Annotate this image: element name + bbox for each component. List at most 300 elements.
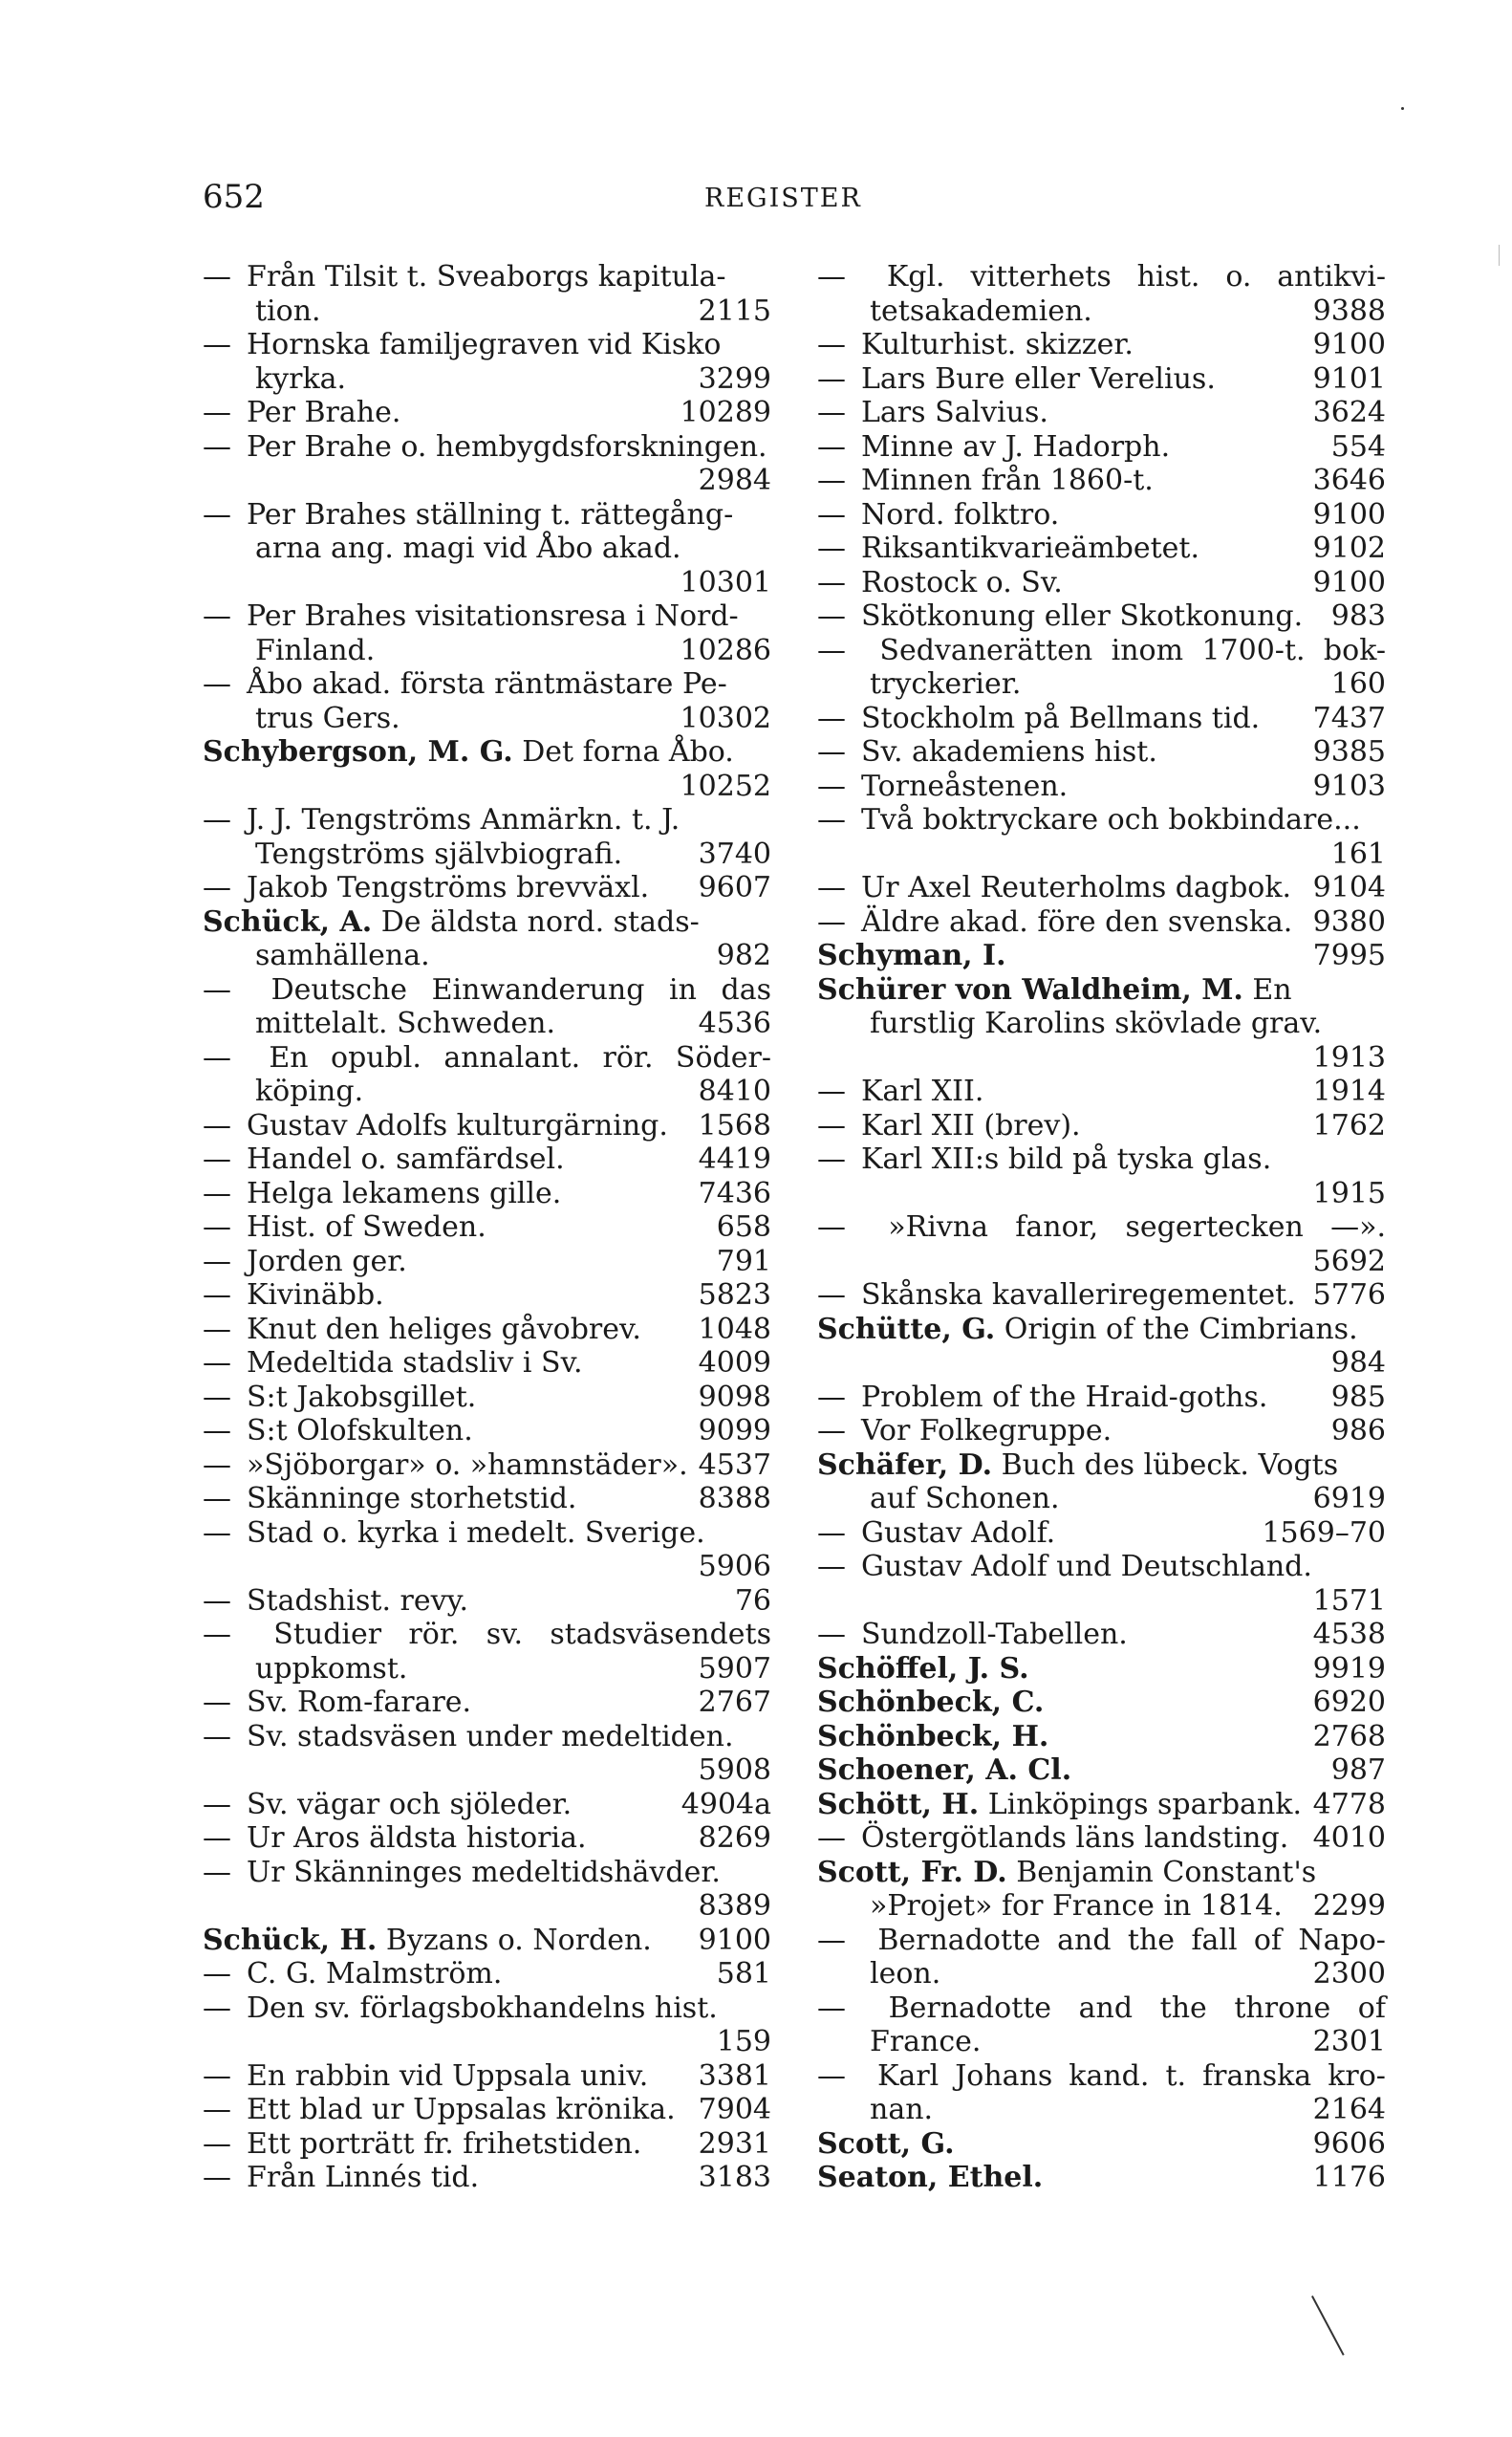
entry-line: — Två boktryckare och bokbindare... <box>817 803 1361 837</box>
entry-text: — Minnen från 1860-t. <box>817 464 1154 497</box>
word: Bernadotte <box>877 1923 1041 1957</box>
ref-number: 985 <box>1330 1380 1386 1414</box>
index-entry <box>203 1142 771 1177</box>
index-entry <box>203 1278 771 1313</box>
em-dash: — <box>817 633 846 667</box>
entry-line <box>203 1177 771 1211</box>
em-dash: — <box>817 904 846 939</box>
word: vitterhets <box>970 260 1112 294</box>
index-entry <box>817 260 1386 328</box>
entry-line <box>203 1278 771 1313</box>
em-dash: — <box>817 429 846 464</box>
entry-text: mittelalt. Schweden. <box>255 1007 556 1040</box>
entry-line <box>203 634 771 668</box>
ref-number: 9101 <box>1312 361 1386 396</box>
entry-line <box>203 1957 771 1991</box>
em-dash: — <box>203 497 231 532</box>
index-entry <box>817 464 1386 498</box>
entry-text: — Stadshist. revy. <box>203 1583 469 1618</box>
em-dash: — <box>817 1108 846 1142</box>
entry-line <box>203 2059 771 2094</box>
em-dash: — <box>203 1719 231 1753</box>
entry-line <box>817 1924 1386 1958</box>
index-entry <box>817 532 1386 566</box>
ref-number: 9104 <box>1312 871 1386 904</box>
em-dash: — <box>203 1040 231 1075</box>
index-entry <box>203 1821 771 1856</box>
entry-text: — Gustav Adolfs kulturgärning. <box>203 1108 668 1142</box>
em-dash: — <box>817 1821 846 1855</box>
ref-number: 4009 <box>698 1346 771 1380</box>
ref-number: 3624 <box>1312 396 1386 429</box>
index-entry <box>817 1788 1386 1822</box>
entry-line <box>203 871 771 905</box>
index-entry <box>817 1856 1386 1924</box>
ref-number: 9385 <box>1312 735 1386 769</box>
index-entry <box>203 1177 771 1211</box>
ref-number: 1569–70 <box>1262 1515 1386 1550</box>
em-dash: — <box>817 701 846 735</box>
entry-text: — Hist. of Sweden. <box>203 1210 486 1244</box>
index-entry <box>817 362 1386 397</box>
author-name: Schürer von Waldheim, M. <box>817 972 1243 1007</box>
index-entry <box>817 1686 1386 1720</box>
entry-text: — Från Linnés tid. <box>203 2161 480 2194</box>
ref-number: 161 <box>1330 837 1386 871</box>
em-dash: — <box>203 1686 231 1719</box>
ref-number: 791 <box>716 1244 771 1278</box>
entry-text: köping. <box>255 1075 364 1108</box>
entry-text: — Knut den heliges gåvobrev. <box>203 1312 641 1346</box>
index-entry <box>817 1924 1386 1991</box>
word: antikvi- <box>1277 260 1386 294</box>
index-entry <box>203 260 771 328</box>
entry-line <box>203 2127 771 2162</box>
index-entry <box>817 599 1386 634</box>
entry-text: Schück, H. Byzans o. Norden. <box>203 1923 652 1957</box>
em-dash: — <box>817 599 846 633</box>
entry-text: — Jorden ger. <box>203 1244 407 1278</box>
entry-line: — Per Brahes visitationsresa i Nord- <box>203 599 739 633</box>
entry-text: tryckerier. <box>870 667 1022 701</box>
entry-line <box>203 1381 771 1415</box>
entry-text: nan. <box>870 2093 934 2126</box>
entry-line: — Per Brahes ställning t. rättegång- <box>203 497 734 532</box>
ref-number: 7437 <box>1312 701 1386 735</box>
entry-text <box>817 2161 1043 2195</box>
author-name: Schück, H. <box>203 1923 378 1957</box>
word: and <box>1057 1923 1112 1957</box>
ref-number: 1568 <box>698 1108 771 1142</box>
entry-text: tion. <box>255 294 321 328</box>
index-entry <box>203 1109 771 1143</box>
word: Deutsche <box>270 972 408 1007</box>
word: segertecken <box>1125 1210 1304 1244</box>
em-dash: — <box>817 769 846 803</box>
index-entry <box>203 1414 771 1448</box>
entry-text: auf Schonen. <box>870 1482 1060 1515</box>
entry-line <box>817 396 1386 430</box>
index-entry <box>203 1720 771 1788</box>
ref-number: 1048 <box>698 1312 771 1346</box>
em-dash: — <box>203 1414 231 1447</box>
entry-text: Tengströms självbiografi. <box>255 837 623 871</box>
entry-line <box>203 1210 771 1245</box>
em-dash: — <box>817 1923 846 1957</box>
ref-number: 9607 <box>698 871 771 904</box>
ref-number: 9100 <box>698 1923 771 1957</box>
entry-first-line <box>817 1720 1386 1754</box>
index-entry <box>817 328 1386 362</box>
index-entry <box>817 2161 1386 2195</box>
entry-line <box>203 1686 771 1720</box>
word: Studier <box>273 1618 382 1651</box>
word: annalant. <box>443 1040 581 1075</box>
entry-line <box>203 1142 771 1177</box>
index-entry <box>817 1142 1386 1210</box>
index-entry <box>817 2127 1386 2162</box>
entry-line <box>817 498 1386 533</box>
index-entry <box>817 498 1386 533</box>
entry-text: — Skånska kavalleriregementet. <box>817 1278 1296 1312</box>
entry-text: — Helga lekamens gille. <box>203 1176 562 1210</box>
em-dash: — <box>203 1108 231 1142</box>
em-dash: — <box>817 1210 846 1244</box>
entry-line <box>203 702 771 736</box>
entry-line <box>203 1821 771 1856</box>
entry-line <box>203 396 771 430</box>
ref-number: 3381 <box>698 2058 771 2093</box>
entry-text: — Torneåstenen. <box>817 769 1069 803</box>
em-dash: — <box>203 1210 231 1244</box>
entry-line <box>817 1991 1386 2026</box>
entry-line: — Åbo akad. första räntmästare Pe- <box>203 667 727 701</box>
entry-line: — Gustav Adolf und Deutschland. <box>817 1550 1312 1583</box>
entry-line <box>817 599 1386 634</box>
ref-number: 2301 <box>1312 2025 1386 2058</box>
entry-line: — Från Tilsit t. Sveaborgs kapitula- <box>203 260 726 294</box>
em-dash: — <box>817 2058 846 2093</box>
entry-first-line <box>817 1686 1386 1720</box>
entry-text <box>817 2127 955 2162</box>
ref-number: 7904 <box>698 2093 771 2126</box>
em-dash: — <box>817 1380 846 1414</box>
entry-line <box>203 1313 771 1347</box>
word: throne <box>1234 1991 1331 2025</box>
em-dash: — <box>203 328 231 361</box>
entry-text: — Medeltida stadsliv i Sv. <box>203 1346 583 1380</box>
index-entry <box>817 1652 1386 1686</box>
entry-line <box>817 294 1386 329</box>
entry-line <box>817 1957 1386 1991</box>
entry-text: samhällena. <box>255 939 430 972</box>
entry-line <box>817 1278 1386 1313</box>
word: 1700-t. <box>1201 633 1306 667</box>
author-name: Schönbeck, C. <box>817 1686 1045 1719</box>
ref-number: 160 <box>1330 667 1386 701</box>
entry-line <box>203 1346 771 1381</box>
em-dash: — <box>203 1855 231 1889</box>
entry-text: — Skötkonung eller Skotkonung. <box>817 599 1304 633</box>
entry-text: — Ur Aros äldsta historia. <box>203 1821 587 1855</box>
author-name: Schött, H. <box>817 1787 980 1821</box>
index-entry <box>203 1957 771 1991</box>
ref-number: 2300 <box>1312 1957 1386 1991</box>
entry-line <box>817 1210 1386 1245</box>
entry-first-line <box>817 2127 1386 2162</box>
index-entry <box>203 1991 771 2059</box>
ref-number: 4778 <box>1312 1787 1386 1821</box>
author-name: Schyman, I. <box>817 939 1006 972</box>
author-name: Scott, G. <box>817 2126 955 2161</box>
entry-line <box>203 1075 771 1109</box>
index-entry <box>203 1245 771 1279</box>
word: of <box>1357 1991 1386 2025</box>
ref-number: 4010 <box>1312 1821 1386 1855</box>
ref-number: 7995 <box>1312 939 1386 972</box>
ref-number: 9388 <box>1312 294 1386 328</box>
author-name: Schöffel, J. S. <box>817 1651 1029 1686</box>
index-entry <box>817 1753 1386 1788</box>
index-entry <box>203 1686 771 1720</box>
ref-number: 1913 <box>1312 1040 1386 1075</box>
word: Einwanderung <box>431 972 645 1007</box>
word: En <box>269 1040 309 1075</box>
entry-line <box>817 702 1386 736</box>
ref-number: 2768 <box>1312 1719 1386 1753</box>
word: —». <box>1330 1210 1386 1244</box>
entry-line: — Per Brahe o. hembygdsforskningen. <box>203 429 767 464</box>
ref-number: 581 <box>716 1957 771 1991</box>
entry-text: — Vor Folkegruppe. <box>817 1414 1112 1447</box>
author-name: Scott, Fr. D. <box>817 1855 1007 1889</box>
index-entry <box>817 566 1386 600</box>
entry-text: — Ur Axel Reuterholms dagbok. <box>817 871 1292 904</box>
entry-text: — Kivinäbb. <box>203 1278 384 1312</box>
ref-number: 3740 <box>698 837 771 871</box>
entry-line: arna ang. magi vid Åbo akad. <box>255 532 681 565</box>
entry-line <box>817 1414 1386 1448</box>
index-entry <box>203 1210 771 1245</box>
entry-text <box>817 939 1006 973</box>
index-entry <box>203 1346 771 1381</box>
em-dash: — <box>203 871 231 904</box>
index-entry <box>817 1414 1386 1448</box>
entry-line <box>203 1584 771 1619</box>
entry-line: — Stad o. kyrka i medelt. Sverige. <box>203 1515 705 1550</box>
entry-text: — Kulturhist. skizzer. <box>817 328 1134 361</box>
entry-line <box>817 1075 1386 1109</box>
em-dash: — <box>203 1447 231 1482</box>
entry-line <box>817 362 1386 397</box>
em-dash: — <box>203 1482 231 1515</box>
ref-number: 10252 <box>680 769 771 803</box>
ref-number: 9100 <box>1312 328 1386 361</box>
em-dash: — <box>817 1142 846 1176</box>
page-header <box>203 178 1378 220</box>
em-dash: — <box>817 1515 846 1550</box>
author-name: Schück, A. <box>203 904 373 939</box>
ref-number: 9100 <box>1312 497 1386 532</box>
entry-text: — Per Brahe. <box>203 396 401 429</box>
ref-number: 1176 <box>1312 2161 1386 2194</box>
entry-first-line: Schybergson, M. G. Det forna Åbo. <box>203 735 734 769</box>
em-dash: — <box>817 464 846 497</box>
entry-line <box>203 2093 771 2127</box>
entry-line <box>203 362 771 397</box>
entry-text: »Projet» for France in 1814. <box>870 1889 1283 1923</box>
ref-number: 10289 <box>680 396 771 429</box>
index-entry <box>817 1313 1386 1381</box>
author-name: Schütte, G. <box>817 1312 996 1346</box>
entry-first-line: Schürer von Waldheim, M. En <box>817 972 1292 1007</box>
index-entry <box>817 1381 1386 1415</box>
ref-number: 3646 <box>1312 464 1386 497</box>
em-dash: — <box>817 1278 846 1312</box>
index-entry <box>817 1720 1386 1754</box>
entry-first-line <box>817 1788 1386 1822</box>
index-entry <box>203 1924 771 1958</box>
em-dash: — <box>203 2058 231 2093</box>
index-entry <box>817 634 1386 702</box>
ref-number: 3183 <box>698 2161 771 2194</box>
entry-line <box>817 464 1386 498</box>
index-entry <box>203 667 771 735</box>
index-entry <box>203 803 771 871</box>
index-column-left <box>203 260 771 2195</box>
word: stadsväsendets <box>550 1618 771 1651</box>
ref-number: 987 <box>1330 1753 1386 1787</box>
em-dash: — <box>817 328 846 361</box>
word: rör. <box>602 1040 654 1075</box>
entry-line: — Den sv. förlagsbokhandelns hist. <box>203 1991 718 2025</box>
index-entry <box>203 1618 771 1686</box>
em-dash: — <box>817 497 846 532</box>
entry-first-line <box>817 939 1386 973</box>
index-entry <box>203 1041 771 1109</box>
index-entry <box>817 939 1386 973</box>
word: »Rivna <box>888 1210 988 1244</box>
index-entry <box>203 1584 771 1619</box>
ref-number: 2984 <box>698 464 771 497</box>
ref-number: 8410 <box>698 1075 771 1108</box>
entry-text: leon. <box>870 1957 941 1991</box>
entry-line <box>203 1414 771 1448</box>
index-column-right <box>817 260 1386 2195</box>
em-dash: — <box>817 1550 846 1583</box>
index-entry <box>817 770 1386 804</box>
word: Sedvanerätten <box>879 633 1093 667</box>
em-dash: — <box>203 667 231 701</box>
ref-number: 4536 <box>698 1007 771 1040</box>
entry-line <box>817 634 1386 668</box>
entry-first-line: Schütte, G. Origin of the Cimbrians. <box>817 1312 1358 1346</box>
word: of <box>1253 1923 1283 1957</box>
index-entry <box>817 735 1386 770</box>
index-entry <box>203 328 771 396</box>
word: Söder- <box>675 1040 771 1075</box>
entry-text: — Gustav Adolf. <box>817 1515 1056 1550</box>
page-number: 652 <box>203 178 265 216</box>
index-entry <box>817 1075 1386 1109</box>
entry-text: — »Sjöborgar» o. »hamnstäder». <box>203 1447 688 1482</box>
entry-text <box>817 1753 1071 1788</box>
entry-line <box>817 532 1386 566</box>
em-dash: — <box>817 396 846 429</box>
word: in <box>669 972 697 1007</box>
entry-line <box>817 1516 1386 1551</box>
print-speck <box>1401 107 1404 110</box>
index-entry <box>817 2059 1386 2127</box>
entry-text: — Riksantikvarieämbetet. <box>817 532 1200 565</box>
em-dash: — <box>817 260 846 294</box>
ref-number: 4904a <box>680 1787 771 1821</box>
ref-number: 6920 <box>1312 1686 1386 1719</box>
author-name: Schäfer, D. <box>817 1447 993 1482</box>
index-entry <box>203 1448 771 1483</box>
word: the <box>1159 1991 1207 2025</box>
index-entry <box>203 1788 771 1822</box>
index-entry <box>817 803 1386 871</box>
entry-first-line <box>203 1924 771 1958</box>
ref-number: 10286 <box>680 633 771 667</box>
index-entry <box>817 430 1386 465</box>
em-dash: — <box>817 565 846 599</box>
entry-text: — Lars Salvius. <box>817 396 1048 429</box>
ref-number: 4419 <box>698 1142 771 1176</box>
ref-number: 7436 <box>698 1176 771 1210</box>
entry-text: — Ett porträtt fr. frihetstiden. <box>203 2126 642 2161</box>
entry-line <box>817 2025 1386 2059</box>
pencil-stroke <box>1311 2296 1345 2356</box>
entry-line <box>203 1041 771 1076</box>
em-dash: — <box>203 1278 231 1312</box>
index-entry <box>817 1210 1386 1278</box>
index-entry <box>203 735 771 803</box>
entry-text: — Sv. vägar och sjöleder. <box>203 1787 572 1821</box>
entry-text: — Östergötlands läns landsting. <box>817 1821 1289 1855</box>
entry-text: — Sv. Rom-farare. <box>203 1686 472 1719</box>
ref-number: 9098 <box>698 1380 771 1414</box>
entry-line: — Ur Skänninges medeltidshävder. <box>203 1855 721 1889</box>
entry-line <box>817 566 1386 600</box>
ref-number: 5906 <box>698 1550 771 1583</box>
ref-number: 986 <box>1330 1414 1386 1447</box>
margin-mark <box>1499 245 1500 266</box>
entry-line <box>817 1109 1386 1143</box>
ref-number: 5823 <box>698 1278 771 1312</box>
word: and <box>1078 1991 1134 2025</box>
em-dash: — <box>203 2126 231 2161</box>
entry-line <box>817 1482 1386 1516</box>
em-dash: — <box>203 972 231 1007</box>
em-dash: — <box>203 1515 231 1550</box>
entry-line <box>203 1109 771 1143</box>
word: kand. <box>1069 2058 1150 2093</box>
entry-text: — Äldre akad. före den svenska. <box>817 904 1293 939</box>
entry-line: furstlig Karolins skövlade grav. <box>870 1007 1323 1040</box>
em-dash: — <box>817 803 846 837</box>
ref-number: 8388 <box>698 1482 771 1515</box>
entry-line <box>203 1448 771 1483</box>
index-entry <box>203 2161 771 2195</box>
index-entry <box>817 905 1386 940</box>
ref-number: 4538 <box>1312 1618 1386 1651</box>
word: opubl. <box>331 1040 421 1075</box>
em-dash: — <box>203 1991 231 2025</box>
word: the <box>1127 1923 1176 1957</box>
entry-first-line <box>817 1652 1386 1686</box>
